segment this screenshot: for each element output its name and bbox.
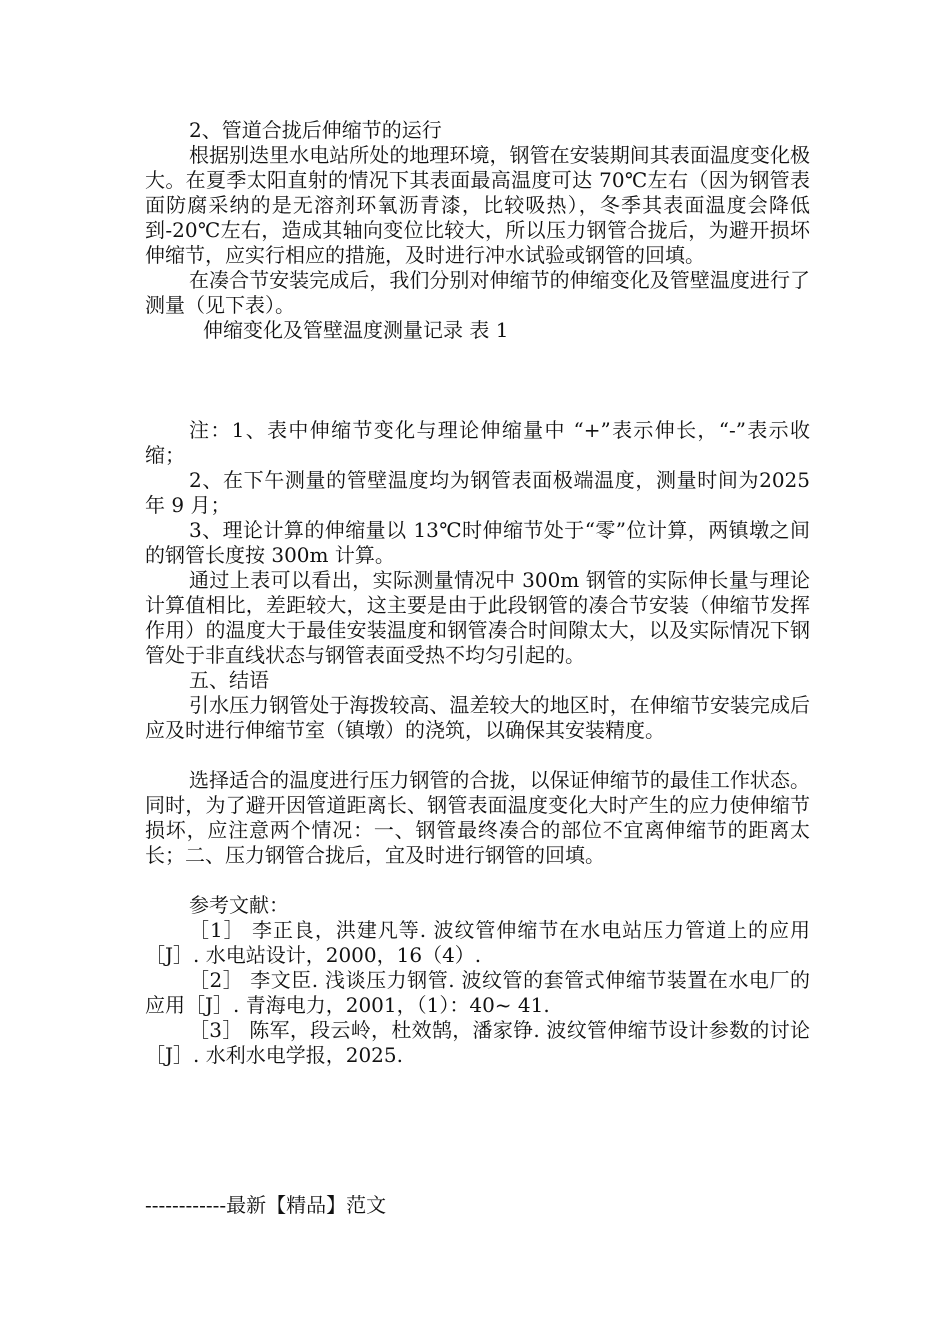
- table-placeholder: [145, 343, 810, 418]
- paragraph-analysis: 通过上表可以看出，实际测量情况中 300m 钢管的实际伸长量与理论计算值相比，差距较大，这主要是由于此段钢管的凑合节安装（伸缩节发挥作用）的温度大于最佳安装温度和钢管凑合时间隙太大，以及实际情况下钢管处于非直线状态与钢管表面受热不均匀引起的。: [145, 568, 810, 667]
- reference-item: ［1］ 李正良，洪建凡等. 波纹管伸缩节在水电站压力管道上的应用［J］. 水电站设计，2000，16（4）.: [145, 918, 810, 967]
- blank-line: [145, 743, 810, 768]
- document-body: [145, 118, 810, 1068]
- note-1: 注：1、表中伸缩节变化与理论伸缩量中 “+”表示伸长，“-”表示收缩；: [145, 418, 810, 467]
- paragraph-environment: 根据别迭里水电站所处的地理环境，钢管在安装期间其表面温度变化极大。在夏季太阳直射的情况下其表面最高温度可达 70℃左右（因为钢管表面防腐采纳的是无溶剂环氧沥青漆，比较吸热），冬季其表面温度会降低到-20℃左右，造成其轴向变位比较大，所以压力钢管合拢后，为避开损坏伸缩节，应实行相应的措施，及时进行冲水试验或钢管的回填。: [145, 143, 810, 267]
- reference-item: ［3］ 陈军，段云岭，杜效鹄，潘家铮. 波纹管伸缩节设计参数的讨论［J］. 水利水电学报，2025.: [145, 1018, 810, 1067]
- section-heading-2: 2、管道合拢后伸缩节的运行: [189, 118, 442, 142]
- note-3: 3、理论计算的伸缩量以 13℃时伸缩节处于“零”位计算，两镇墩之间的钢管长度按 300m 计算。: [145, 518, 810, 567]
- paragraph-conclusion-2: 选择适合的温度进行压力钢管的合拢，以保证伸缩节的最佳工作状态。同时，为了避开因管道距离长、钢管表面温度变化大时产生的应力使伸缩节损坏，应注意两个情况：一、钢管最终凑合的部位不宜离伸缩节的距离太长；二、压力钢管合拢后，宜及时进行钢管的回填。: [145, 768, 810, 867]
- reference-item: ［2］ 李文臣. 浅谈压力钢管. 波纹管的套管式伸缩节装置在水电厂的应用［J］. 青海电力，2001，（1）：40~ 41.: [145, 968, 810, 1017]
- paragraph-measurement-intro: 在凑合节安装完成后，我们分别对伸缩节的伸缩变化及管壁温度进行了测量（见下表）。: [145, 268, 810, 317]
- blank-line: [145, 868, 810, 893]
- table-title: 伸缩变化及管壁温度测量记录 表 1: [203, 318, 509, 342]
- footer-text: ------------最新【精品】范文: [145, 1193, 387, 1217]
- paragraph-conclusion-1: 引水压力钢管处于海拨较高、温差较大的地区时，在伸缩节安装完成后应及时进行伸缩节室（镇墩）的浇筑，以确保其安装精度。: [145, 693, 810, 742]
- note-2: 2、在下午测量的管壁温度均为钢管表面极端温度，测量时间为2025 年 9 月；: [145, 468, 810, 517]
- section-heading-5: 五、结语: [189, 668, 269, 692]
- references-heading: 参考文献：: [189, 893, 289, 917]
